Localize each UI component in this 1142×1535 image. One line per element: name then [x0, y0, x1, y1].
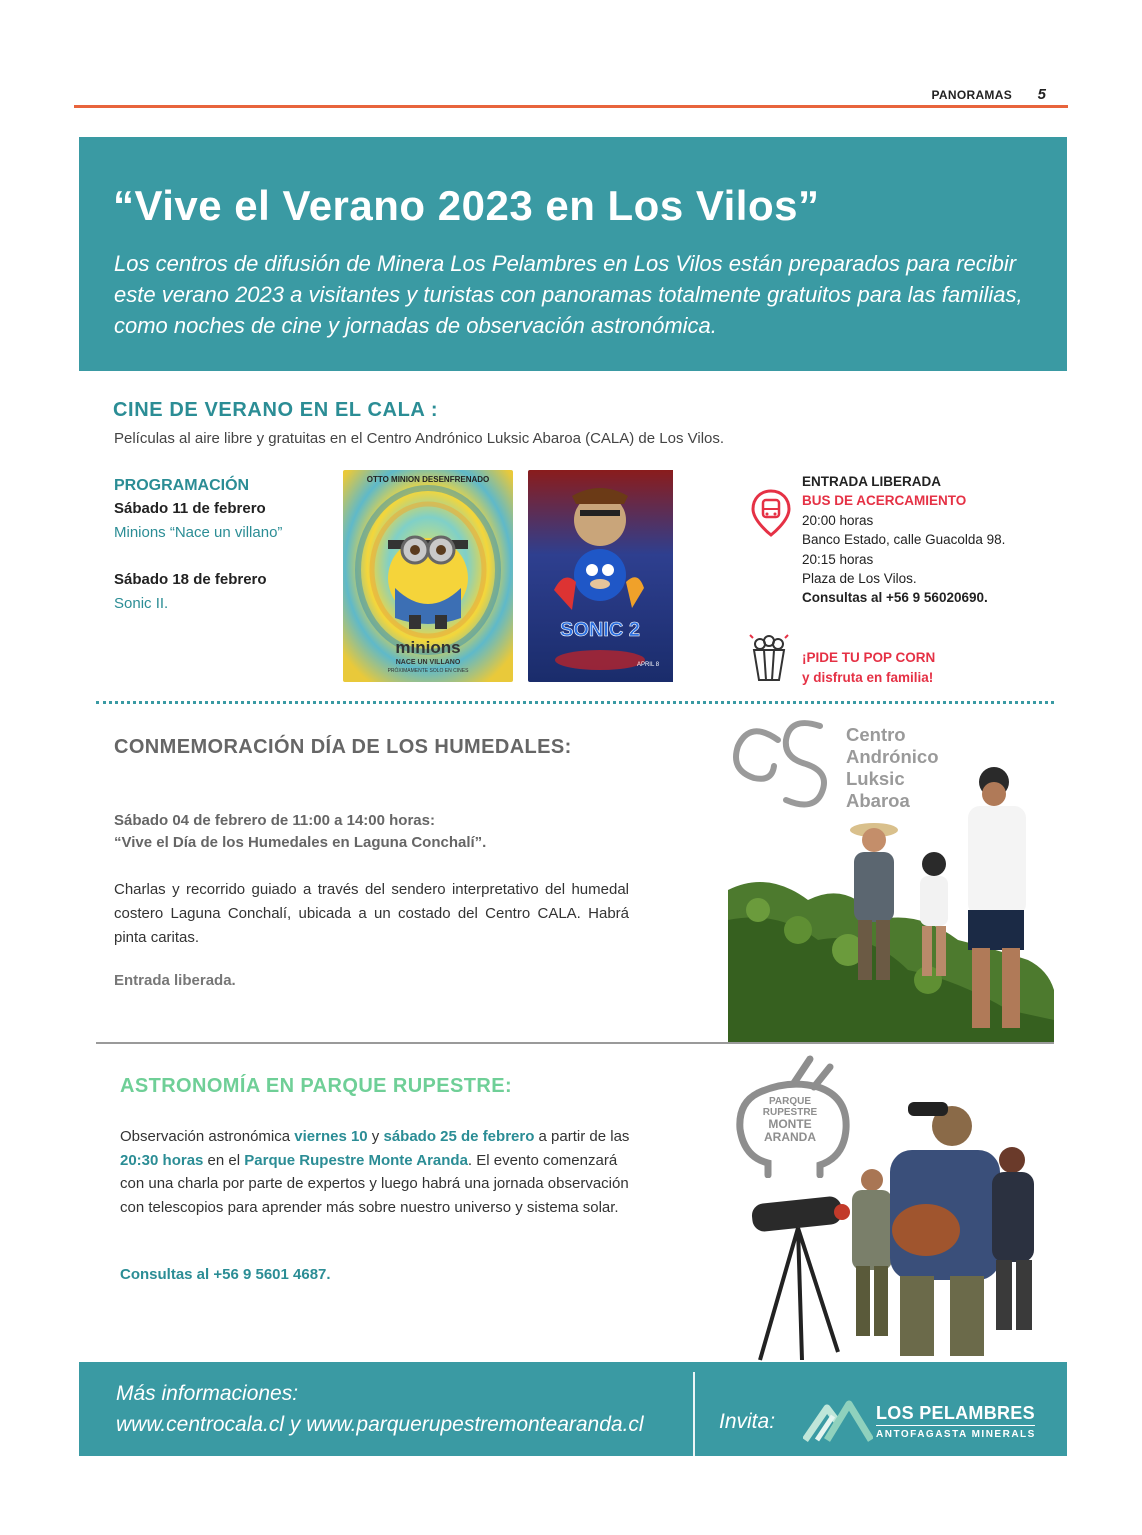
popcorn-line: y disfruta en familia!	[802, 669, 934, 685]
popcorn-text	[802, 648, 935, 687]
pr-logo-line: PARQUE	[768, 1096, 812, 1107]
cine-subtitle: Películas al aire libre y gratuitas en el Centro Andrónico Luksic Abaroa (CALA) de Los Vilos.	[114, 430, 725, 447]
minions-tagline: OTTO MINION DESENFRENADO	[366, 475, 490, 484]
astro-highlight: 20:30 horas	[120, 1151, 204, 1169]
bus-info	[802, 472, 1005, 608]
pr-logo-line: ARANDA	[764, 1130, 816, 1144]
cala-name-line: Andrónico	[846, 746, 939, 767]
dotted-divider	[96, 701, 1054, 704]
brand-subtitle: ANTOFAGASTA MINERALS	[876, 1429, 1036, 1440]
bus-place: Banco Estado, calle Guacolda 98.	[802, 532, 1006, 548]
astro-text: . El evento comenzará con una charla por parte de expertos y luego habrá una jornada observación con telescopios para aprender más sobre nuestro universo y sistema solar.	[120, 1151, 629, 1216]
screening-movie: Sonic II.	[114, 595, 169, 612]
sonic-poster	[528, 470, 698, 682]
bus-time: 20:00 horas	[802, 512, 874, 528]
bus-time: 20:15 horas	[802, 551, 874, 567]
cala-name-line: Luksic	[846, 768, 905, 789]
astro-highlight: viernes 10	[294, 1128, 368, 1145]
minions-note: PRÓXIMAMENTE SOLO EN CINES	[387, 668, 469, 674]
humedales-body: Charlas y recorrido guiado a través del sendero interpretativo del humedal costero Laguna Conchalí, ubicada a un costado del Centro CALA. Habrá pinta caritas.	[114, 881, 629, 946]
section-label: PANORAMAS	[931, 88, 1012, 102]
astro-text: en el	[203, 1151, 245, 1169]
footer-links[interactable]: www.centrocala.cl y www.parquerupestremontearanda.cl	[116, 1413, 644, 1436]
humedales-event: “Vive el Día de los Humedales en Laguna Conchalí”.	[114, 834, 487, 851]
astro-highlight: sábado 25 de febrero	[383, 1128, 535, 1145]
humedales-entry: Entrada liberada.	[114, 972, 236, 989]
cala-name-line: Abaroa	[846, 790, 910, 811]
popcorn-line: ¡PIDE TU POP CORN	[802, 650, 936, 665]
hero-title: “Vive el Verano 2023 en Los Vilos”	[113, 182, 820, 229]
astro-highlight: Parque Rupestre Monte Aranda	[244, 1151, 468, 1169]
screening-date: Sábado 18 de febrero	[114, 571, 267, 588]
bus-location-icon	[751, 489, 791, 537]
popcorn-icon	[748, 634, 790, 682]
bus-label: BUS DE ACERCAMIENTO	[802, 493, 967, 509]
footer-invita: Invita:	[719, 1410, 776, 1433]
los-pelambres-logo-icon	[803, 1394, 873, 1444]
sonic-title: SONIC 2	[559, 619, 641, 641]
astronomia-body	[120, 1125, 640, 1219]
parque-rupestre-text	[738, 1096, 842, 1144]
entry-label: ENTRADA LIBERADA	[802, 474, 941, 489]
screening-movie: Minions “Nace un villano”	[114, 524, 283, 541]
minions-title: minions	[395, 638, 461, 657]
screening-date: Sábado 11 de febrero	[114, 500, 266, 517]
astro-text: a partir de las	[534, 1128, 630, 1145]
cala-name-line: Centro	[846, 724, 906, 745]
hero-text: Los centros de difusión de Minera Los Pelambres en Los Vilos están preparados para recibir este verano 2023 a visitantes y turistas con panoramas totalmente gratuitos para las familias, como noches de cine y jornadas de observación astronómica.	[114, 251, 1023, 338]
cine-title: CINE DE VERANO EN EL CALA :	[113, 399, 439, 421]
pr-logo-line: RUPESTRE	[762, 1107, 818, 1118]
humedales-date	[114, 810, 486, 854]
bus-contact: Consultas al +56 9 56020690.	[802, 590, 988, 606]
brand-rule	[876, 1425, 1035, 1426]
footer-divider	[693, 1372, 695, 1456]
page-number: 5	[1037, 86, 1046, 103]
astronomia-contact: Consultas al +56 9 5601 4687.	[120, 1266, 331, 1283]
pr-logo-line: MONTE	[768, 1117, 812, 1131]
astronomia-title: ASTRONOMÍA EN PARQUE RUPESTRE:	[120, 1075, 513, 1097]
humedales-title: CONMEMORACIÓN DÍA DE LOS HUMEDALES:	[114, 736, 572, 758]
astro-text: y	[367, 1128, 384, 1145]
brand-name: LOS PELAMBRES	[876, 1403, 1035, 1423]
minions-subtitle: NACE UN VILLANO	[395, 659, 461, 666]
header-rule	[74, 105, 1068, 108]
humedales-datetime: Sábado 04 de febrero de 11:00 a 14:00 horas:	[114, 812, 435, 829]
gray-divider	[96, 1042, 1054, 1044]
minions-poster	[343, 470, 513, 682]
sonic-date: APRIL 8	[636, 662, 660, 668]
footer-info	[116, 1378, 644, 1440]
program-heading: PROGRAMACIÓN	[114, 477, 250, 494]
bus-place: Plaza de Los Vilos.	[802, 571, 917, 587]
footer-more-label: Más informaciones:	[116, 1382, 299, 1405]
humedales-photo	[728, 760, 1054, 1042]
astro-text: Observación astronómica	[120, 1128, 295, 1145]
